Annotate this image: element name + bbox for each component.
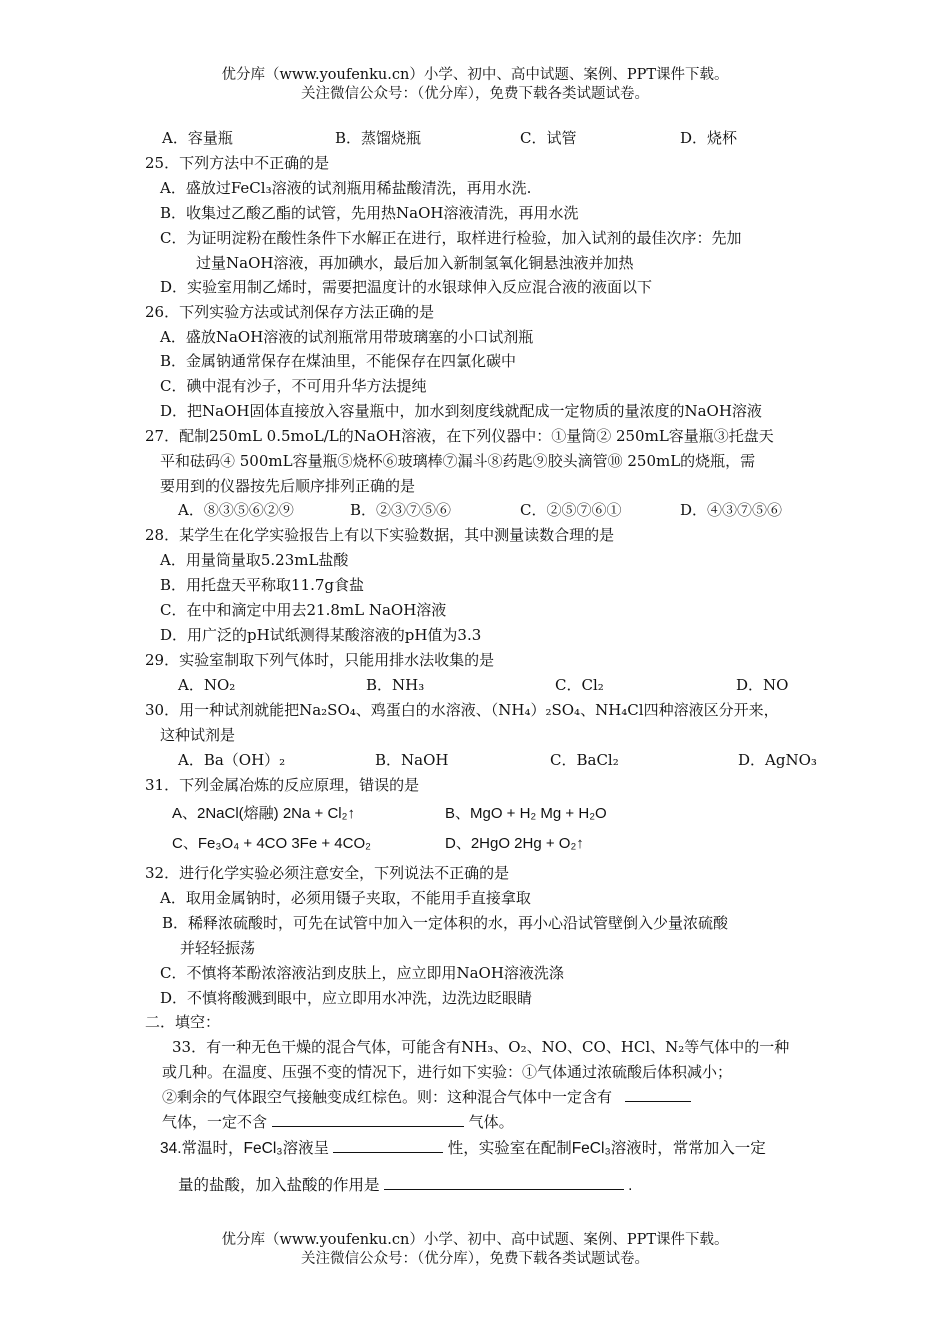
q32-option-c: C．不慎将苯酚浓溶液沾到皮肤上，应立即用NaOH溶液洗涤 xyxy=(160,964,564,982)
q27-option-b: B．②③⑦⑤⑥ xyxy=(350,501,452,519)
q28-option-b: B．用托盘天平称取11.7g食盐 xyxy=(160,576,365,594)
q30-stem-line2: 这种试剂是 xyxy=(160,726,236,744)
q29-option-b: B．NH₃ xyxy=(366,676,425,694)
q33-blank-2[interactable] xyxy=(272,1112,464,1127)
q25-option-b: B．收集过乙酸乙酯的试管，先用热NaOH溶液清洗，再用水洗 xyxy=(160,204,579,222)
q31-option-a: A、2NaCl(熔融) 2Na + Cl₂↑ xyxy=(172,805,355,822)
q28-stem: 28．某学生在化学实验报告上有以下实验数据，其中测量读数合理的是 xyxy=(145,526,615,544)
q26-option-a: A．盛放NaOH溶液的试剂瓶常用带玻璃塞的小口试剂瓶 xyxy=(160,328,534,346)
q32-stem: 32．进行化学实验必须注意安全，下列说法不正确的是 xyxy=(145,864,510,882)
q28-option-a: A．用量筒量取5.23mL盐酸 xyxy=(160,551,349,569)
q27-option-c: C．②⑤⑦⑥① xyxy=(520,501,622,519)
q27-option-a: A．⑧③⑤⑥②⑨ xyxy=(178,501,294,519)
q33-stem-line2: 或几种。在温度、压强不变的情况下，进行如下实验：①气体通过浓硫酸后体积减小； xyxy=(162,1063,733,1081)
q32-option-b-line2: 并轻轻振荡 xyxy=(180,939,256,957)
q34-stem-line1 xyxy=(160,1138,766,1159)
q25-option-d: D．实验室用制乙烯时，需要把温度计的水银球伸入反应混合液的液面以下 xyxy=(160,278,653,296)
q24-option-d: D．烧杯 xyxy=(680,129,738,147)
q34-stem-line2 xyxy=(178,1175,632,1196)
q31-option-b: B、MgO + H₂ Mg + H₂O xyxy=(445,805,607,822)
q29-option-c: C．Cl₂ xyxy=(555,676,604,694)
q33-stem-line3 xyxy=(162,1087,691,1107)
q24-option-c: C．试管 xyxy=(520,129,577,147)
q33-line4-text-b: 气体。 xyxy=(468,1113,514,1131)
q26-option-d: D．把NaOH固体直接放入容量瓶中，加水到刻度线就配成一定物质的量浓度的NaOH溶液 xyxy=(160,402,762,420)
footer-line-2: 关注微信公众号：（优分库），免费下载各类试题试卷。 xyxy=(301,1251,649,1267)
q33-line4-text-a: 气体，一定不含 xyxy=(162,1113,268,1131)
header-line-1: 优分库（www.youfenku.cn）小学、初中、高中试题、案例、PPT课件下载。 xyxy=(221,67,729,83)
q26-option-b: B．金属钠通常保存在煤油里，不能保存在四氯化碳中 xyxy=(160,352,517,370)
q30-option-c: C．BaCl₂ xyxy=(550,751,619,769)
q29-stem: 29．实验室制取下列气体时，只能用排水法收集的是 xyxy=(145,651,495,669)
q27-stem-line1: 27．配制250mL 0.5moL/L的NaOH溶液，在下列仪器中：①量筒② 250mL容量瓶③托盘天 xyxy=(145,427,774,445)
header-line-2: 关注微信公众号：（优分库），免费下载各类试题试卷。 xyxy=(301,86,649,102)
q25-option-a: A．盛放过FeCl₃溶液的试剂瓶用稀盐酸清洗，再用水洗. xyxy=(160,179,532,197)
q30-option-b: B．NaOH xyxy=(375,751,449,769)
q30-option-a: A．Ba（OH）₂ xyxy=(178,751,286,769)
q34-line2-text-a: 量的盐酸，加入盐酸的作用是 xyxy=(178,1177,380,1194)
q33-stem-line4 xyxy=(162,1112,514,1132)
q32-option-d: D．不慎将酸溅到眼中，应立即用水冲洗，边洗边眨眼睛 xyxy=(160,989,533,1007)
q25-stem: 25．下列方法中不正确的是 xyxy=(145,154,330,172)
q29-option-d: D．NO xyxy=(736,676,789,694)
q34-line1-text-a: 34.常温时，FeCl₃溶液呈 xyxy=(160,1140,330,1157)
q34-blank-2[interactable] xyxy=(384,1175,624,1190)
q26-stem: 26．下列实验方法或试剂保存方法正确的是 xyxy=(145,303,435,321)
q28-option-c: C．在中和滴定中用去21.8mL NaOH溶液 xyxy=(160,601,447,619)
q30-option-d: D．AgNO₃ xyxy=(738,751,817,769)
q33-blank-1[interactable] xyxy=(625,1087,691,1102)
q26-option-c: C．碘中混有沙子，不可用升华方法提纯 xyxy=(160,377,427,395)
q34-line2-text-b: . xyxy=(628,1177,633,1194)
q27-option-d: D．④③⑦⑤⑥ xyxy=(680,501,783,519)
q24-option-b: B．蒸馏烧瓶 xyxy=(335,129,422,147)
q29-option-a: A．NO₂ xyxy=(178,676,236,694)
q31-option-d: D、2HgO 2Hg + O₂↑ xyxy=(445,835,584,852)
q25-option-c-line2: 过量NaOH溶液，再加碘水，最后加入新制氢氧化铜悬浊液并加热 xyxy=(196,254,634,272)
q32-option-a: A．取用金属钠时，必须用镊子夹取，不能用手直接拿取 xyxy=(160,889,531,907)
q33-line3-text: ②剩余的气体跟空气接触变成红棕色。则：这种混合气体中一定含有 xyxy=(162,1088,613,1106)
q34-line1-text-b: 性，实验室在配制FeCl₃溶液时，常常加入一定 xyxy=(447,1140,766,1157)
q32-option-b-line1: B．稀释浓硫酸时，可先在试管中加入一定体积的水，再小心沿试管壁倒入少量浓硫酸 xyxy=(162,914,729,932)
footer-line-1: 优分库（www.youfenku.cn）小学、初中、高中试题、案例、PPT课件下载。 xyxy=(221,1232,729,1248)
q33-stem-line1: 33．有一种无色干燥的混合气体，可能含有NH₃、O₂、NO、CO、HCl、N₂等气体中的一种 xyxy=(172,1038,790,1056)
q31-option-c: C、Fe₃O₄ + 4CO 3Fe + 4CO₂ xyxy=(172,835,371,852)
q25-option-c-line1: C．为证明淀粉在酸性条件下水解正在进行，取样进行检验，加入试剂的最佳次序：先加 xyxy=(160,229,742,247)
q30-stem-line1: 30．用一种试剂就能把Na₂SO₄、鸡蛋白的水溶液、（NH₄）₂SO₄、NH₄Cl四种溶液区分开来， xyxy=(145,701,779,719)
q31-stem: 31．下列金属冶炼的反应原理，错误的是 xyxy=(145,776,420,794)
q24-option-a: A．容量瓶 xyxy=(162,129,233,147)
q34-blank-1[interactable] xyxy=(333,1138,443,1153)
section-2-title: 二．填空： xyxy=(145,1013,221,1031)
q27-stem-line2: 平和砝码④ 500mL容量瓶⑤烧杯⑥玻璃棒⑦漏斗⑧药匙⑨胶头滴管⑩ 250mL的烧瓶，需 xyxy=(160,452,756,470)
q28-option-d: D．用广泛的pH试纸测得某酸溶液的pH值为3.3 xyxy=(160,626,482,644)
q27-stem-line3: 要用到的仪器按先后顺序排列正确的是 xyxy=(160,477,416,495)
